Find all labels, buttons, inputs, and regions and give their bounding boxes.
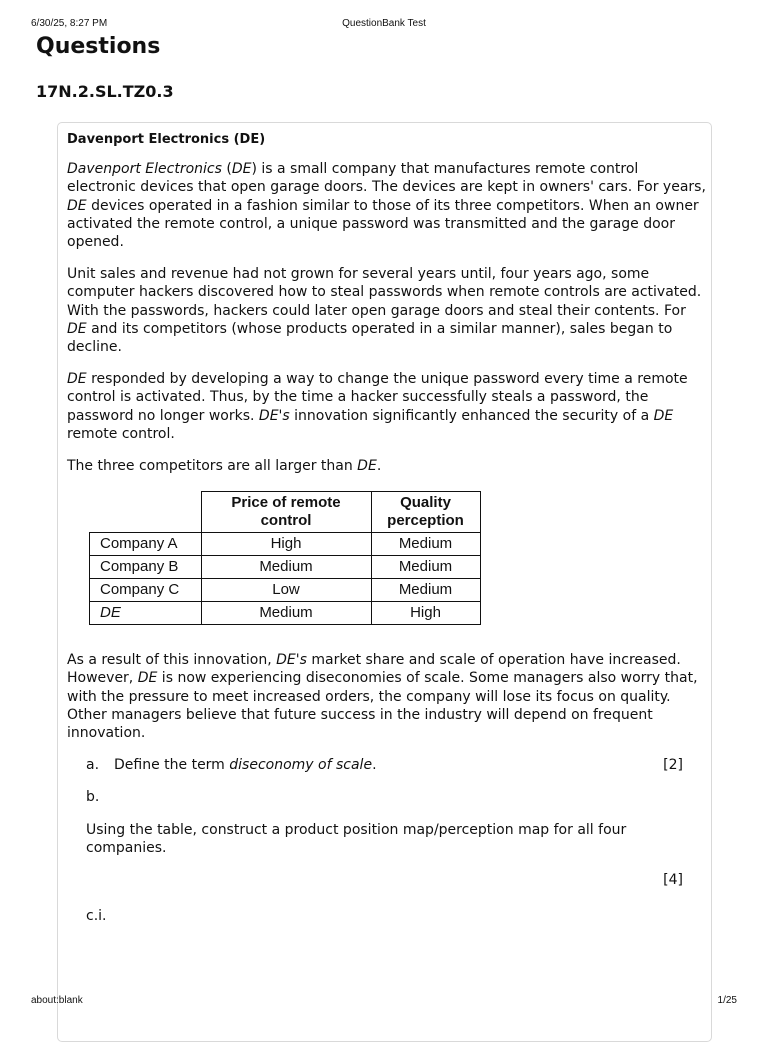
question-a-text: Define the term diseconomy of scale. bbox=[114, 757, 377, 774]
table-header-row bbox=[90, 492, 481, 533]
table-header-quality: Quality perception bbox=[371, 492, 480, 533]
case-paragraph-4: The three competitors are all larger than DE. bbox=[67, 458, 382, 475]
table-cell-price: High bbox=[201, 533, 371, 556]
case-title: Davenport Electronics (DE) bbox=[67, 132, 266, 147]
question-code: 17N.2.SL.TZ0.3 bbox=[36, 82, 174, 101]
table-cell-quality: Medium bbox=[371, 533, 480, 556]
print-title: QuestionBank Test bbox=[342, 18, 426, 29]
question-a-marks: [2] bbox=[663, 757, 683, 774]
question-a-label: a. bbox=[86, 757, 100, 774]
table-row bbox=[90, 533, 481, 556]
question-b-label: b. bbox=[86, 789, 100, 806]
table-row bbox=[90, 556, 481, 579]
case-paragraph-3: DE responded by developing a way to change the unique password every time a remote control is activated. Thus, by the time a hacker successfully steals a password, the password no longer works. DE's innovation significantly enhanced the security of a DE remote control. bbox=[67, 371, 688, 442]
page-title: Questions bbox=[36, 34, 161, 59]
print-page-number: 1/25 bbox=[717, 995, 737, 1006]
table-cell-company: Company A bbox=[90, 533, 202, 556]
table-cell-quality: Medium bbox=[371, 556, 480, 579]
table-cell-price: Medium bbox=[201, 556, 371, 579]
question-b-marks: [4] bbox=[663, 872, 683, 889]
table-cell-price: Low bbox=[201, 579, 371, 602]
print-url: about:blank bbox=[31, 995, 83, 1006]
case-paragraph-5: As a result of this innovation, DE's market share and scale of operation have increased. However, DE is now experiencing diseconomies of scale. Some managers also worry that, with the pressure to meet increased orders, the company will lose its focus on quality. Other managers believe that future success in the industry will depend on frequent innovation. bbox=[67, 652, 698, 742]
question-c-i bbox=[67, 907, 707, 925]
question-b-text: Using the table, construct a product position map/perception map for all four companies. bbox=[86, 821, 627, 856]
table-cell-price: Medium bbox=[201, 602, 371, 625]
question-content bbox=[67, 131, 707, 939]
table-cell-quality: High bbox=[371, 602, 480, 625]
table-row bbox=[90, 602, 481, 625]
table-header-price: Price of remote control bbox=[201, 492, 371, 533]
question-c-i-label: c.i. bbox=[86, 908, 107, 925]
case-paragraph-2: Unit sales and revenue had not grown for several years until, four years ago, some computer hackers discovered how to steal passwords when remote controls are activated. With the passwords, hackers could later open garage doors and steal their contents. For DE and its competitors (whose products operated in a similar manner), sales began to decline. bbox=[67, 266, 702, 356]
print-datetime: 6/30/25, 8:27 PM bbox=[31, 18, 108, 29]
question-b bbox=[67, 788, 707, 806]
table-cell-company: Company C bbox=[90, 579, 202, 602]
table-cell-company: Company B bbox=[90, 556, 202, 579]
competitor-table bbox=[89, 491, 481, 625]
table-corner bbox=[90, 492, 202, 533]
table-cell-quality: Medium bbox=[371, 579, 480, 602]
question-a bbox=[67, 756, 707, 774]
case-paragraph-1: Davenport Electronics (DE) is a small company that manufactures remote control electronic devices that open garage doors. The devices are kept in owners' cars. For years, DE devices operated in a fashion similar to those of its three competitors. When an owner activated the remote control, a unique password was transmitted and the garage door opened. bbox=[67, 161, 706, 251]
table-row bbox=[90, 579, 481, 602]
table-cell-company: DE bbox=[90, 602, 202, 625]
